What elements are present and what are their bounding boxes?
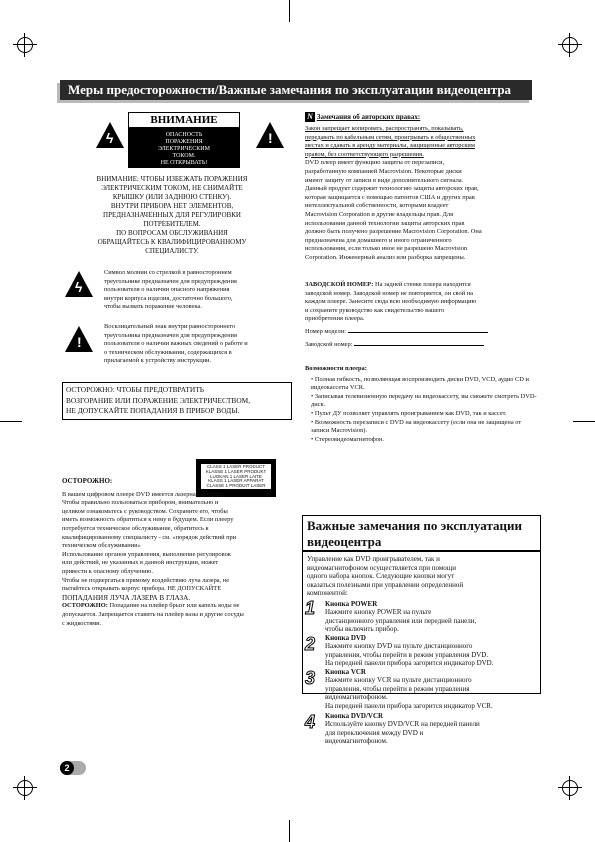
fire-warning-box: ОСТОРОЖНО: ЧТОБЫ ПРЕДОТВРАТИТЬ ВОЗГОРАНИЕ ИЛИ ПОРАЖЕНИЕ ЭЛЕКТРИЧЕСТВОМ, НЕ ДОПУСКАЙТЕ ПОПАДАНИЯ В ПРИБОР ВОДЫ. (62, 382, 292, 420)
serial-number-field[interactable]: Заводской номер: (305, 341, 537, 350)
step-number: 2 (305, 633, 316, 654)
step-number: 4 (305, 711, 316, 732)
crop-mark (289, 0, 290, 22)
caution-text: ВНИМАНИЕ: ЧТОБЫ ИЗБЕЖАТЬ ПОРАЖЕНИЯ ЭЛЕКТРИЧЕСКИМ ТОКОМ, НЕ СНИМАЙТЕ КРЫШКУ (ИЛИ ЗАДНЮЮ СТЕНКУ). ВНУТРИ ПРИБОРА НЕТ ЭЛЕМЕНТОВ, ПРЕДНАЗНАЧЕННЫХ ДЛЯ РЕГУЛИРОВКИ ПОТРЕБИТЕЛЕМ. ПО ВОПРОСАМ ОБСЛУЖИВАНИЯ ОБРАЩАЙТЕСЬ К КВАЛИФИЦИРОВАННОМУ СПЕЦИАЛИСТУ. (96, 175, 248, 255)
exclamation-symbol-text: Восклицательный знак внутри равностороннего треугольника предназначен для предупреждения пользователя о наличии важных сведений о работе и о техническом обслуживании, содержащихся в прилагаемой к устройству инструкции. (104, 323, 248, 365)
features-section (305, 365, 537, 444)
serial-section: ЗАВОДСКОЙ НОМЕР: На задней стенке плеера находится заводской номер. Заводской номер не повторяется, он свой на каждом плеере. Занесите сюда всю необходимую информацию и сохраните руководство как свидетельство вашего приобретения плеера. Номер модели: Заводской номер: (305, 281, 537, 349)
feature-item: • Полная гибкость, позволяющая воспроизводить диски DVD, VCD, аудио CD и видеокассеты VCR. (311, 376, 537, 393)
page-title: Меры предосторожности/Важные замечания по эксплуатации видеоцентра (60, 80, 532, 100)
laser-product-label: CLASS 1 LASER PRODUCT KLASSE 1 LASER PRODUKT LUOKAN 1 LASER LAITE KLASS 1 LASER APPARAT CLASSE 1 PRODUIT LASER (196, 459, 276, 497)
features-heading: Возможности плеера: (305, 365, 367, 372)
model-number-field[interactable]: Номер модели: (305, 328, 537, 337)
notes-heading: Важные замечания по эксплуатации видеоцентра (303, 516, 540, 552)
crop-mark (289, 820, 290, 842)
page-number: 2 (60, 761, 86, 775)
lightning-warning-icon: ϟ (96, 122, 124, 148)
exclamation-symbol-icon: ! (65, 326, 93, 352)
feature-item: • Возможность перезаписи с DVD на видеокассету (если она не защищена от записи Macrovision). (311, 419, 537, 436)
warning-box-header: ВНИМАНИЕ (129, 113, 239, 128)
copyright-heading: Замечания об авторских правах: (316, 113, 421, 121)
warning-box-body: ОПАСНОСТЬ ПОРАЖЕНИЯ ЭЛЕКТРИЧЕСКИМ ТОКОМ. НЕ ОТКРЫВАТЬ! (129, 128, 239, 168)
lightning-symbol-text: Символ молнии со стрелкой в равностороннем треугольнике предназначен для предупреждения пользователя о наличии опасного напряжения внутри корпуса изделия, достаточно большого, чтобы вызвать поражение человека. (104, 269, 237, 311)
step-dvd-vcr: 4 Кнопка DVD/VCR Используйте кнопку DVD/VCR на передней панели для переключения между DVD и видеомагнитофоном. (305, 711, 480, 746)
warning-box (128, 112, 240, 168)
caution-section: ОСТОРОЖНО: В вашем цифровом плеере DVD имеется лазерная система. Чтобы правильно пользоваться прибором, внимательно и целиком ознакомьтесь с руководством. Сохраните его, чтобы иметь возможность обратиться к нему в будущем. Если плееру потребуется техническое обслуживание, обратитесь к квалифицированному специалисту - см. «порядок действий при техническом обслуживании» Использование органов управления, выполнение регулировок или действий, не указанных в данной инструкции, может привести к опасному облучению. Чтобы не подвергаться прямому воздействию луча лазера, не пытайтесь открывать корпус прибора. НЕ ДОПУСКАЙТЕ ПОПАДАНИЯ ЛУЧА ЛАЗЕРА В ГЛАЗА. ОСТОРОЖНО: Попадание на плейер брызг или капель воды не допускается. Запрещается ставить на плейер вазы и другие сосуды с жидкостями. (62, 477, 297, 628)
crop-mark (573, 421, 595, 422)
registration-mark (17, 37, 33, 53)
step-vcr: 3 Кнопка VCR Нажмите кнопку VCR на пульте дистанционного управления, чтобы перейти в режим управления видеомагнитофоном. На передней панели прибора загорится индикатор VCR. (305, 667, 493, 710)
lightning-symbol-icon: ϟ (65, 271, 93, 297)
registration-mark (562, 37, 578, 53)
notes-intro: Управление как DVD проигрывателем, так и видеомагнитофоном осуществляется при помощи одного набора кнопок. Следующие кнопки могут оказаться полезными при управлении определенной компонентой: (307, 555, 464, 598)
exclamation-warning-icon: ! (256, 122, 284, 148)
operation-notes-box (302, 515, 541, 746)
registration-mark (17, 780, 33, 796)
step-number: 3 (305, 667, 316, 688)
copyright-section: N Замечания об авторских правах: Закон запрещает копировать, распространять, показывать, передавать по кабельным сетям, проигрывать в общественных местах и сдавать в аренду материалы, защищенные авторским правом, без соответствующего разрешения. DVD плеер имеет функцию защиты от перезаписи, разработанную компанией Macrovision. Некоторые диски имеют защиту от записи в виде дополнительного сигнала. Данный продукт содержит технологию защиты авторских прав, которая защищается с помощью патентов США и других прав интеллектуальной собственности, которыми владеет Macrovision Corporation и другие владельцы прав. Для использования данной технологии защиты авторских прав должно быть получено разрешение Macrovision Corporation. Она предназначена для домашнего и иного ограниченного использования, если только иное не разрешено Macrovision Corporation. Инженерный анализ или разборка запрещены. (305, 112, 482, 261)
step-number: 1 (305, 597, 316, 618)
crop-mark (0, 421, 22, 422)
registration-mark (562, 780, 578, 796)
step-power: 1 Кнопка POWER Нажмите кнопку POWER на пульте дистанционного управления или передней панели, чтобы включить прибор. (305, 597, 477, 634)
step-dvd: 2 Кнопка DVD Нажмите кнопку DVD на пульте дистанционного управления, чтобы перейти в режим управления DVD. На передней панели прибора загорится индикатор DVD. (305, 633, 494, 668)
feature-item: • Пульт ДУ позволяет управлять проигрыванием как DVD, так и кассет. (311, 410, 537, 419)
feature-item: • Записывая телевизионную передачу на видеокассету, вы сможете смотреть DVD-диск. (311, 393, 537, 410)
feature-item: • Стереовидеомагнитофон. (311, 436, 537, 445)
copyright-notice-icon: N (305, 112, 315, 122)
caution-heading: ОСТОРОЖНО: (62, 477, 113, 485)
